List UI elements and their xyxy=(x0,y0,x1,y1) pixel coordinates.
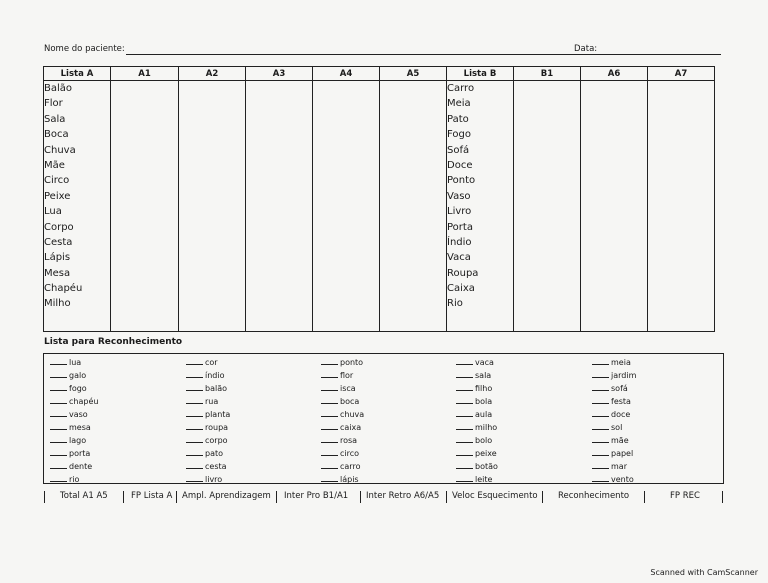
recognition-item xyxy=(592,473,636,486)
recognition-item xyxy=(592,395,636,408)
recognition-answer-blank[interactable] xyxy=(592,383,609,391)
list-a-word: Cesta xyxy=(44,236,73,248)
recognition-answer-blank[interactable] xyxy=(50,370,67,378)
list-b-word: Vaca xyxy=(447,252,471,264)
recognition-word: peixe xyxy=(475,449,497,458)
recognition-item xyxy=(456,460,498,473)
recognition-item xyxy=(321,382,364,395)
recognition-item xyxy=(321,408,364,421)
recognition-word: carro xyxy=(340,462,361,471)
header-b1: B1 xyxy=(514,67,581,81)
footer-inter-retro: Inter Retro A6/A5 xyxy=(366,491,440,501)
recognition-item xyxy=(592,460,636,473)
list-b-word: Vaso xyxy=(447,190,471,202)
recognition-word: chuva xyxy=(340,410,365,419)
recognition-answer-blank[interactable] xyxy=(592,422,609,430)
recognition-word: rosa xyxy=(340,436,358,445)
recognition-item xyxy=(592,421,636,434)
recognition-answer-blank[interactable] xyxy=(186,461,203,469)
patient-name-field[interactable] xyxy=(126,54,614,55)
recognition-item xyxy=(321,460,364,473)
recognition-answer-blank[interactable] xyxy=(50,357,67,365)
recognition-answer-blank[interactable] xyxy=(456,422,473,430)
recognition-answer-blank[interactable] xyxy=(321,435,338,443)
list-a-word: Sala xyxy=(44,113,66,125)
scanner-watermark: Scanned with CamScanner xyxy=(650,568,758,577)
list-b-word: Porta xyxy=(447,221,473,233)
recognition-word: chapéu xyxy=(69,397,99,406)
header-a5: A5 xyxy=(380,67,447,81)
recognition-word: mar xyxy=(611,462,627,471)
recognition-item xyxy=(186,460,230,473)
list-b-word: Doce xyxy=(447,159,473,171)
recognition-word: jardim xyxy=(611,371,637,380)
recognition-word: botão xyxy=(475,462,498,471)
header-a3: A3 xyxy=(246,67,313,81)
recognition-word: galo xyxy=(69,371,87,380)
recognition-answer-blank[interactable] xyxy=(186,370,203,378)
header-a7: A7 xyxy=(648,67,715,81)
recognition-word: livro xyxy=(205,475,223,484)
footer-fp-lista-a: FP Lista A xyxy=(131,491,173,501)
list-b-word: Meia xyxy=(447,98,471,110)
recognition-word: corpo xyxy=(205,436,228,445)
recognition-item xyxy=(50,434,98,447)
list-b-word: Sofá xyxy=(447,144,470,156)
recognition-word: vaca xyxy=(475,358,494,367)
list-b-word: Ponto xyxy=(447,175,476,187)
list-a-word: Mesa xyxy=(44,267,71,279)
recognition-answer-blank[interactable] xyxy=(50,461,67,469)
recognition-item xyxy=(186,408,230,421)
recognition-item xyxy=(186,369,230,382)
footer-divider xyxy=(44,491,45,503)
recognition-answer-blank[interactable] xyxy=(186,448,203,456)
recognition-word: leite xyxy=(475,475,493,484)
recognition-item xyxy=(321,473,364,486)
list-b-word: Fogo xyxy=(447,129,471,141)
recognition-item xyxy=(186,395,230,408)
recognition-answer-blank[interactable] xyxy=(592,461,609,469)
recognition-answer-blank[interactable] xyxy=(456,461,473,469)
recognition-column xyxy=(592,356,636,486)
a5-answer-cell[interactable] xyxy=(380,81,447,332)
recognition-word: caixa xyxy=(340,423,362,432)
recognition-answer-blank[interactable] xyxy=(592,435,609,443)
b1-answer-cell[interactable] xyxy=(514,81,581,332)
recognition-item xyxy=(186,434,230,447)
recognition-word: dente xyxy=(69,462,93,471)
recognition-answer-blank[interactable] xyxy=(186,422,203,430)
recognition-column xyxy=(321,356,364,486)
recognition-item xyxy=(321,395,364,408)
recognition-column xyxy=(456,356,498,486)
recognition-item xyxy=(592,447,636,460)
recognition-word: lago xyxy=(69,436,87,445)
recognition-item xyxy=(50,356,98,369)
recognition-item xyxy=(456,408,498,421)
header-row xyxy=(44,44,724,58)
header-lista-a: Lista A xyxy=(44,67,111,81)
footer-reconhecimento: Reconhecimento xyxy=(558,491,630,501)
recognition-answer-blank[interactable] xyxy=(50,409,67,417)
list-a-word: Milho xyxy=(44,298,71,310)
recognition-item xyxy=(50,421,98,434)
recognition-answer-blank[interactable] xyxy=(592,357,609,365)
a3-answer-cell[interactable] xyxy=(246,81,313,332)
recognition-word: bolo xyxy=(475,436,493,445)
footer-total-a1-a5: Total A1 A5 xyxy=(60,491,108,501)
list-a-word: Peixe xyxy=(44,190,71,202)
recognition-answer-blank[interactable] xyxy=(321,409,338,417)
list-a-word: Mãe xyxy=(44,159,65,171)
header-a1: A1 xyxy=(111,67,179,81)
recognition-word: lua xyxy=(69,358,82,367)
recognition-answer-blank[interactable] xyxy=(456,435,473,443)
recognition-item xyxy=(456,473,498,486)
recognition-answer-blank[interactable] xyxy=(456,370,473,378)
recognition-word: lápis xyxy=(340,475,359,484)
list-a-word: Circo xyxy=(44,175,70,187)
recognition-word: bola xyxy=(475,397,493,406)
recognition-word: circo xyxy=(340,449,360,458)
recognition-answer-blank[interactable] xyxy=(186,383,203,391)
recognition-answer-blank[interactable] xyxy=(50,383,67,391)
recognition-word: ponto xyxy=(340,358,364,367)
list-b-column xyxy=(447,81,514,332)
footer-divider xyxy=(722,491,723,503)
recognition-answer-blank[interactable] xyxy=(321,474,338,482)
recognition-word: festa xyxy=(611,397,631,406)
recognition-answer-blank[interactable] xyxy=(456,357,473,365)
recognition-item xyxy=(321,434,364,447)
list-b-word: Carro xyxy=(447,83,475,94)
recognition-item xyxy=(456,434,498,447)
recognition-answer-blank[interactable] xyxy=(186,396,203,404)
header-a4: A4 xyxy=(313,67,380,81)
recognition-item xyxy=(592,408,636,421)
recognition-item xyxy=(50,460,98,473)
recognition-word: flor xyxy=(340,371,354,380)
list-a-word: Boca xyxy=(44,129,69,141)
recognition-answer-blank[interactable] xyxy=(186,409,203,417)
footer-divider xyxy=(542,491,543,503)
recognition-answer-blank[interactable] xyxy=(456,448,473,456)
recognition-word: balão xyxy=(205,384,227,393)
date-label: Data: xyxy=(574,44,598,54)
recognition-word: milho xyxy=(475,423,498,432)
a1-answer-cell[interactable] xyxy=(111,81,179,332)
recognition-item xyxy=(456,447,498,460)
recognition-word: rua xyxy=(205,397,219,406)
footer-divider xyxy=(123,491,124,503)
recognition-answer-blank[interactable] xyxy=(456,474,473,482)
recognition-answer-blank[interactable] xyxy=(50,396,67,404)
list-a-word: Balão xyxy=(44,83,73,94)
footer-divider xyxy=(360,491,361,503)
recognition-word: boca xyxy=(340,397,360,406)
recognition-column xyxy=(186,356,230,486)
recognition-item xyxy=(50,369,98,382)
recognition-item xyxy=(321,447,364,460)
recognition-answer-blank[interactable] xyxy=(456,383,473,391)
footer-ampl-aprendizagem: Ampl. Aprendizagem xyxy=(182,491,271,501)
recognition-box xyxy=(43,353,724,484)
recognition-item xyxy=(186,382,230,395)
recognition-item xyxy=(186,356,230,369)
recognition-word: papel xyxy=(611,449,634,458)
list-a-word: Corpo xyxy=(44,221,74,233)
list-a-word: Chuva xyxy=(44,144,76,156)
recognition-answer-blank[interactable] xyxy=(321,396,338,404)
recognition-answer-blank[interactable] xyxy=(321,383,338,391)
recognition-item xyxy=(186,447,230,460)
recognition-item xyxy=(456,395,498,408)
recognition-answer-blank[interactable] xyxy=(592,396,609,404)
recognition-answer-blank[interactable] xyxy=(592,370,609,378)
recognition-item xyxy=(456,421,498,434)
recognition-item xyxy=(321,356,364,369)
recognition-word: meia xyxy=(611,358,631,367)
list-b-word: Rio xyxy=(447,298,463,310)
list-a-word: Flor xyxy=(44,98,63,110)
recognition-item xyxy=(321,369,364,382)
footer-divider xyxy=(644,491,645,503)
recognition-word: vento xyxy=(611,475,634,484)
recognition-answer-blank[interactable] xyxy=(321,370,338,378)
list-b-word: Índio xyxy=(447,236,472,248)
table-header-row xyxy=(44,67,715,81)
recognition-word: isca xyxy=(340,384,356,393)
recognition-item xyxy=(592,382,636,395)
recognition-answer-blank[interactable] xyxy=(592,448,609,456)
recognition-item xyxy=(50,382,98,395)
recognition-word: roupa xyxy=(205,423,229,432)
recognition-word: porta xyxy=(69,449,91,458)
header-a6: A6 xyxy=(581,67,648,81)
recognition-item xyxy=(456,356,498,369)
recognition-word: planta xyxy=(205,410,231,419)
recognition-item xyxy=(592,356,636,369)
recognition-answer-blank[interactable] xyxy=(50,474,67,482)
list-b-word: Pato xyxy=(447,113,469,125)
recognition-answer-blank[interactable] xyxy=(50,448,67,456)
recognition-item xyxy=(50,447,98,460)
recognition-answer-blank[interactable] xyxy=(50,435,67,443)
recognition-column xyxy=(50,356,98,486)
footer-fp-rec: FP REC xyxy=(670,491,700,501)
recognition-item xyxy=(592,434,636,447)
recognition-answer-blank[interactable] xyxy=(456,409,473,417)
footer-divider xyxy=(176,491,177,503)
recognition-word: cor xyxy=(205,358,218,367)
footer-divider xyxy=(276,491,277,503)
footer-inter-pro: Inter Pro B1/A1 xyxy=(284,491,349,501)
list-a-word: Chapéu xyxy=(44,283,83,295)
recognition-word: fogo xyxy=(69,384,87,393)
header-lista-b: Lista B xyxy=(447,67,514,81)
recognition-word: aula xyxy=(475,410,493,419)
list-b-word: Livro xyxy=(447,206,472,218)
recognition-item xyxy=(186,473,230,486)
recognition-answer-blank[interactable] xyxy=(592,474,609,482)
a2-answer-cell[interactable] xyxy=(179,81,246,332)
recognition-answer-blank[interactable] xyxy=(321,448,338,456)
recognition-item xyxy=(321,421,364,434)
recognition-word: mãe xyxy=(611,436,629,445)
recognition-word: sofá xyxy=(611,384,628,393)
recognition-word: filho xyxy=(475,384,493,393)
recognition-answer-blank[interactable] xyxy=(321,357,338,365)
recognition-answer-blank[interactable] xyxy=(186,474,203,482)
recognition-item xyxy=(186,421,230,434)
recognition-item xyxy=(50,395,98,408)
recognition-word: rio xyxy=(69,475,80,484)
header-a2: A2 xyxy=(179,67,246,81)
list-b-word: Caixa xyxy=(447,283,475,295)
recognition-word: doce xyxy=(611,410,631,419)
a7-answer-cell[interactable] xyxy=(648,81,715,332)
recognition-word: sala xyxy=(475,371,492,380)
recognition-answer-blank[interactable] xyxy=(50,422,67,430)
date-field[interactable] xyxy=(599,54,721,55)
recognition-word: pato xyxy=(205,449,224,458)
recognition-answer-blank[interactable] xyxy=(456,396,473,404)
recognition-answer-blank[interactable] xyxy=(321,422,338,430)
a4-answer-cell[interactable] xyxy=(313,81,380,332)
footer-veloc-esquecimento: Veloc Esquecimento xyxy=(452,491,538,501)
recognition-title: Lista para Reconhecimento xyxy=(44,337,183,347)
table-body-row xyxy=(44,81,715,332)
recognition-item xyxy=(456,369,498,382)
patient-name-label: Nome do paciente: xyxy=(44,44,125,54)
recognition-word: mesa xyxy=(69,423,91,432)
recognition-word: sol xyxy=(611,423,623,432)
a6-answer-cell[interactable] xyxy=(581,81,648,332)
recognition-word: vaso xyxy=(69,410,88,419)
recognition-item xyxy=(50,408,98,421)
recognition-answer-blank[interactable] xyxy=(186,357,203,365)
word-list-table xyxy=(43,66,715,332)
recognition-answer-blank[interactable] xyxy=(321,461,338,469)
recognition-item xyxy=(456,382,498,395)
list-b-word: Roupa xyxy=(447,267,479,279)
footer-divider xyxy=(446,491,447,503)
recognition-word: cesta xyxy=(205,462,227,471)
list-a-word: Lápis xyxy=(44,252,71,264)
list-a-word: Lua xyxy=(44,206,62,218)
list-a-column xyxy=(44,81,111,332)
recognition-item xyxy=(50,473,98,486)
recognition-item xyxy=(592,369,636,382)
recognition-word: índio xyxy=(205,371,225,380)
recognition-answer-blank[interactable] xyxy=(186,435,203,443)
recognition-answer-blank[interactable] xyxy=(592,409,609,417)
